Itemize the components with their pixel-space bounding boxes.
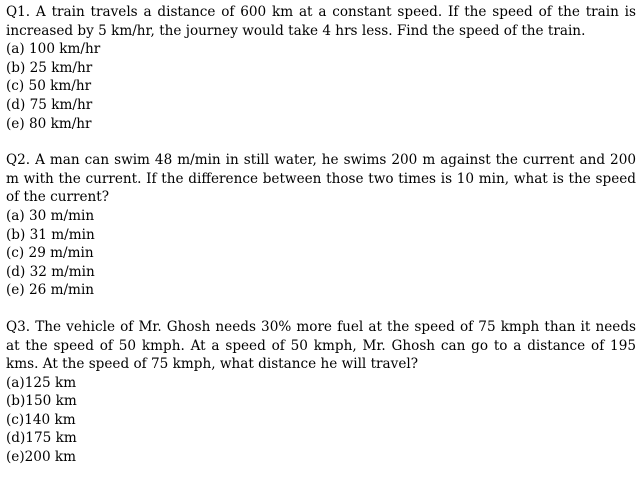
option-e: (e)200 km bbox=[6, 449, 77, 466]
option-c: (c)140 km bbox=[6, 411, 76, 428]
option-c: (c) 50 km/hr bbox=[6, 78, 92, 95]
option-d: (d) 32 m/min bbox=[6, 263, 95, 280]
option-b: (b) 31 m/min bbox=[6, 226, 95, 243]
option-d: (d)175 km bbox=[6, 430, 77, 447]
question-2 bbox=[6, 151, 636, 300]
option-list bbox=[6, 374, 636, 467]
option-e: (e) 26 m/min bbox=[6, 282, 95, 299]
question-3 bbox=[6, 318, 636, 467]
question-text: Q1. A train travels a distance of 600 km at a constant speed. If the speed of the train is increased by 5 km/hr, the journey would take 4 hrs less. Find the speed of the train. bbox=[6, 4, 636, 39]
option-e: (e) 80 km/hr bbox=[6, 115, 92, 132]
option-list bbox=[6, 207, 636, 300]
option-a: (a) 30 m/min bbox=[6, 207, 95, 224]
question-text: Q2. A man can swim 48 m/min in still water, he swims 200 m against the current and 200 m with the current. If the difference between those two times is 10 min, what is the speed of the current? bbox=[6, 152, 636, 206]
option-a: (a)125 km bbox=[6, 374, 77, 391]
question-text: Q3. The vehicle of Mr. Ghosh needs 30% more fuel at the speed of 75 kmph than it needs at the speed of 50 kmph. At a speed of 50 kmph, Mr. Ghosh can go to a distance of 195 kms. At the speed of 75 kmph, what distance he will travel? bbox=[6, 318, 636, 373]
option-b: (b)150 km bbox=[6, 393, 77, 410]
option-d: (d) 75 km/hr bbox=[6, 96, 93, 113]
option-a: (a) 100 km/hr bbox=[6, 41, 101, 58]
option-b: (b) 25 km/hr bbox=[6, 59, 93, 76]
option-c: (c) 29 m/min bbox=[6, 245, 94, 262]
question-1 bbox=[6, 3, 636, 133]
option-list bbox=[6, 40, 636, 133]
